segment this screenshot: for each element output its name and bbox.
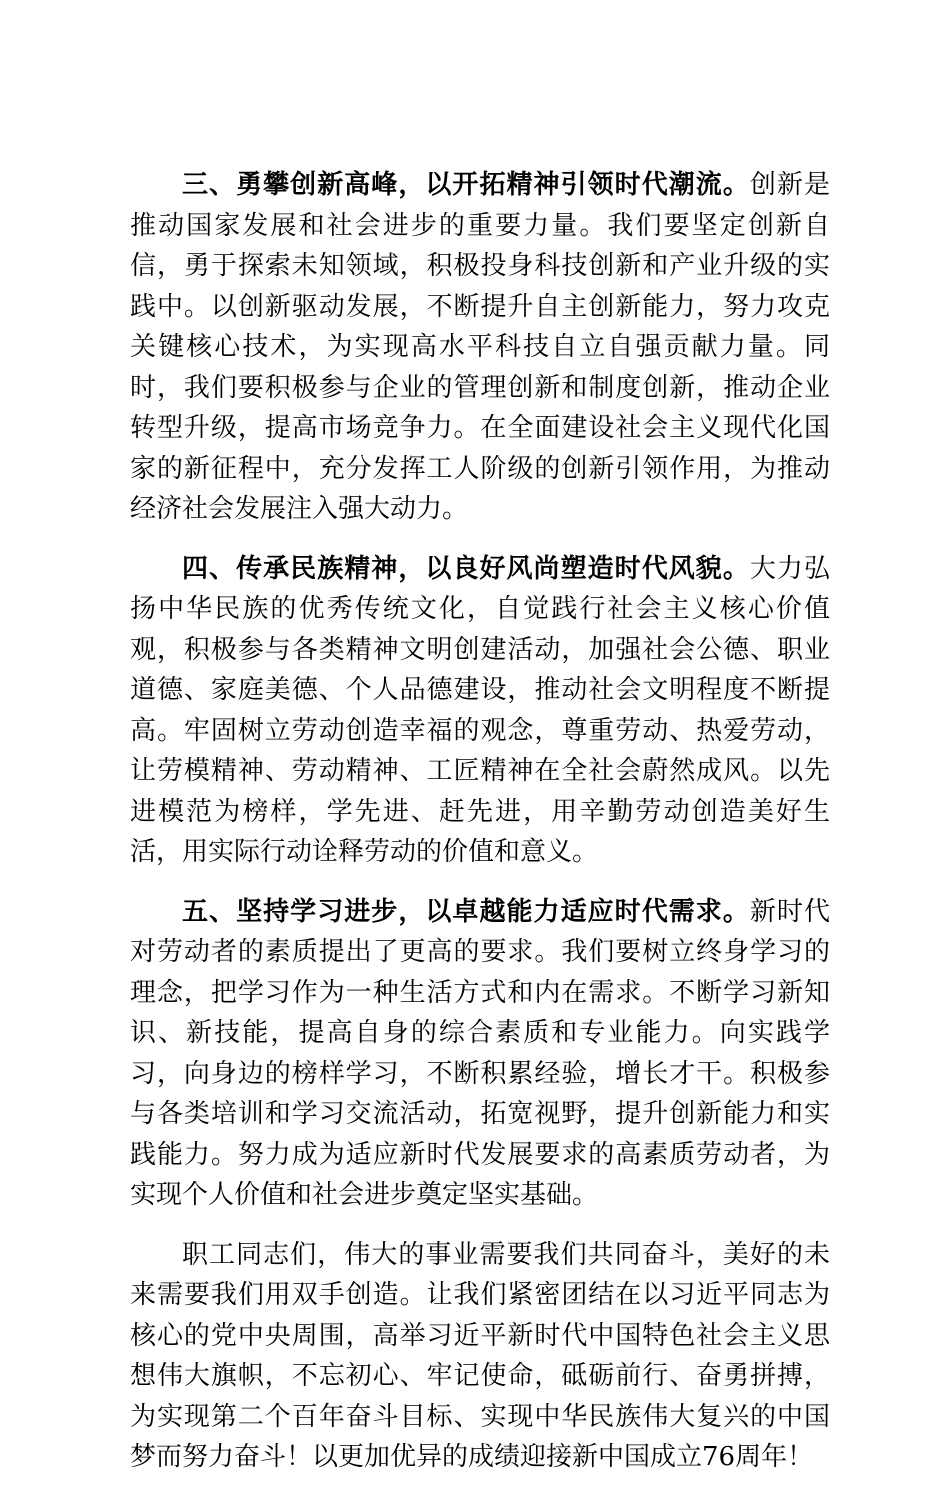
section-five-paragraph <box>130 892 830 1216</box>
section-five-heading: 五、坚持学习进步，以卓越能力适应时代需求。 <box>182 896 750 927</box>
document-body <box>130 165 830 1497</box>
section-five-text: 新时代对劳动者的素质提出了更高的要求。我们要树立终身学习的理念，把学习作为一种生活方式和内在需求。不断学习新知识、新技能，提高自身的综合素质和专业能力。向实践学习，向身边的榜样学习，不断积累经验，增长才干。积极参与各类培训和学习交流活动，拓宽视野，提升创新能力和实践能力。努力成为适应新时代发展要求的高素质劳动者，为实现个人价值和社会进步奠定坚实基础。 <box>130 896 830 1210</box>
section-four-paragraph <box>130 549 830 873</box>
closing-text: 职工同志们，伟大的事业需要我们共同奋斗，美好的未来需要我们用双手创造。让我们紧密团结在以习近平同志为核心的党中央周围，高举习近平新时代中国特色社会主义思想伟大旗帜，不忘初心、牢记使命，砥砺前行、奋勇拼搏，为实现第二个百年奋斗目标、实现中华民族伟大复兴的中国梦而努力奋斗！以更加优异的成绩迎接新中国成立76周年！ <box>130 1239 830 1472</box>
section-four-text: 大力弘扬中华民族的优秀传统文化，自觉践行社会主义核心价值观，积极参与各类精神文明创建活动，加强社会公德、职业道德、家庭美德、个人品德建设，推动社会文明程度不断提高。牢固树立劳动创造幸福的观念，尊重劳动、热爱劳动，让劳模精神、劳动精神、工匠精神在全社会蔚然成风。以先进模范为榜样，学先进、赶先进，用辛勤劳动创造美好生活，用实际行动诠释劳动的价值和意义。 <box>130 553 830 867</box>
section-three-text: 创新是推动国家发展和社会进步的重要力量。我们要坚定创新自信，勇于探索未知领域，积极投身科技创新和产业升级的实践中。以创新驱动发展，不断提升自主创新能力，努力攻克关键核心技术，为实现高水平科技自立自强贡献力量。同时，我们要积极参与企业的管理创新和制度创新，推动企业转型升级，提高市场竞争力。在全面建设社会主义现代化国家的新征程中，充分发挥工人阶级的创新引领作用，为推动经济社会发展注入强大动力。 <box>130 170 830 524</box>
closing-paragraph <box>130 1235 830 1478</box>
section-three-heading: 三、勇攀创新高峰，以开拓精神引领时代潮流。 <box>182 170 750 200</box>
section-three-paragraph <box>130 165 830 530</box>
section-four-heading: 四、传承民族精神，以良好风尚塑造时代风貌。 <box>182 553 750 584</box>
